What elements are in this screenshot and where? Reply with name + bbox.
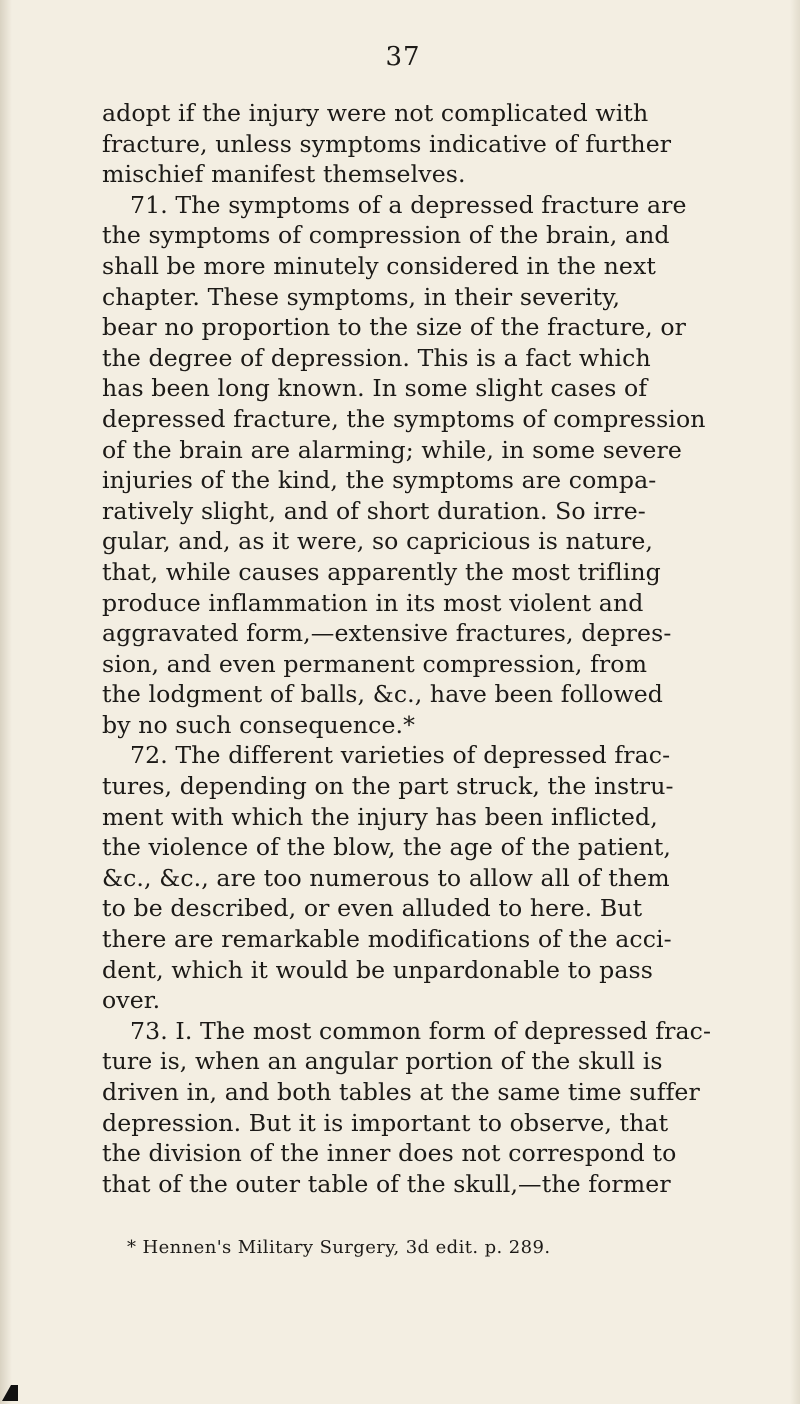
text-line: the degree of depression. This is a fact which: [102, 343, 651, 372]
text-line: chapter. These symptoms, in their severity,: [102, 282, 621, 311]
text-line: of the brain are alarming; while, in some severe: [102, 435, 682, 464]
text-line: ture is, when an angular portion of the skull is: [102, 1047, 663, 1076]
text-line: depression. But it is important to observe, that: [102, 1108, 669, 1137]
text-line: &c., &c., are too numerous to allow all of them: [102, 863, 670, 892]
text-line: injuries of the kind, the symptoms are compa-: [102, 466, 657, 495]
page-number: 37: [385, 42, 421, 72]
body-text: [102, 98, 712, 1199]
text-line: mischief manifest themselves.: [102, 160, 466, 189]
text-line: 71. The symptoms of a depressed fracture are: [130, 190, 687, 219]
text-line: depressed fracture, the symptoms of compression: [102, 404, 706, 433]
footnote: * Hennen's Military Surgery, 3d edit. p. 289.: [127, 1237, 551, 1258]
page-edge-right: [790, 0, 800, 1404]
text-line: ment with which the injury has been inflicted,: [102, 802, 658, 831]
text-line: driven in, and both tables at the same time suffer: [102, 1078, 700, 1106]
text-line: the division of the inner does not correspond to: [102, 1139, 677, 1168]
text-line: has been long known. In some slight cases of: [102, 374, 648, 403]
text-line: 72. The different varieties of depressed frac-: [130, 741, 671, 770]
text-line: aggravated form,—extensive fractures, depres-: [102, 619, 672, 648]
text-line: over.: [102, 986, 161, 1015]
text-line: fracture, unless symptoms indicative of further: [102, 129, 672, 158]
text-line: by no such consequence.*: [102, 710, 416, 739]
text-line: the lodgment of balls, &c., have been followed: [102, 680, 663, 709]
text-line: to be described, or even alluded to here. But: [102, 894, 643, 923]
text-line: 73. I. The most common form of depressed frac-: [130, 1016, 712, 1045]
text-line: dent, which it would be unpardonable to pass: [102, 955, 653, 984]
text-line: that of the outer table of the skull,—the former: [102, 1169, 671, 1198]
page-edge-left: [0, 0, 12, 1404]
corner-mark-icon: [2, 1385, 18, 1401]
text-line: tures, depending on the part struck, the instru-: [102, 772, 674, 801]
text-line: ratively slight, and of short duration. So irre-: [102, 496, 646, 525]
text-line: the symptoms of compression of the brain, and: [102, 221, 670, 250]
text-line: the violence of the blow, the age of the patient,: [102, 833, 672, 862]
text-line: sion, and even permanent compression, from: [102, 649, 648, 678]
text-line: that, while causes apparently the most trifling: [102, 557, 661, 586]
text-line: there are remarkable modifications of the acci-: [102, 925, 672, 954]
text-line: bear no proportion to the size of the fracture, or: [102, 313, 687, 342]
text-line: gular, and, as it were, so capricious is nature,: [102, 527, 653, 556]
text-line: adopt if the injury were not complicated with: [102, 99, 649, 127]
text-line: produce inflammation in its most violent and: [102, 588, 644, 617]
text-line: shall be more minutely considered in the next: [102, 251, 656, 280]
